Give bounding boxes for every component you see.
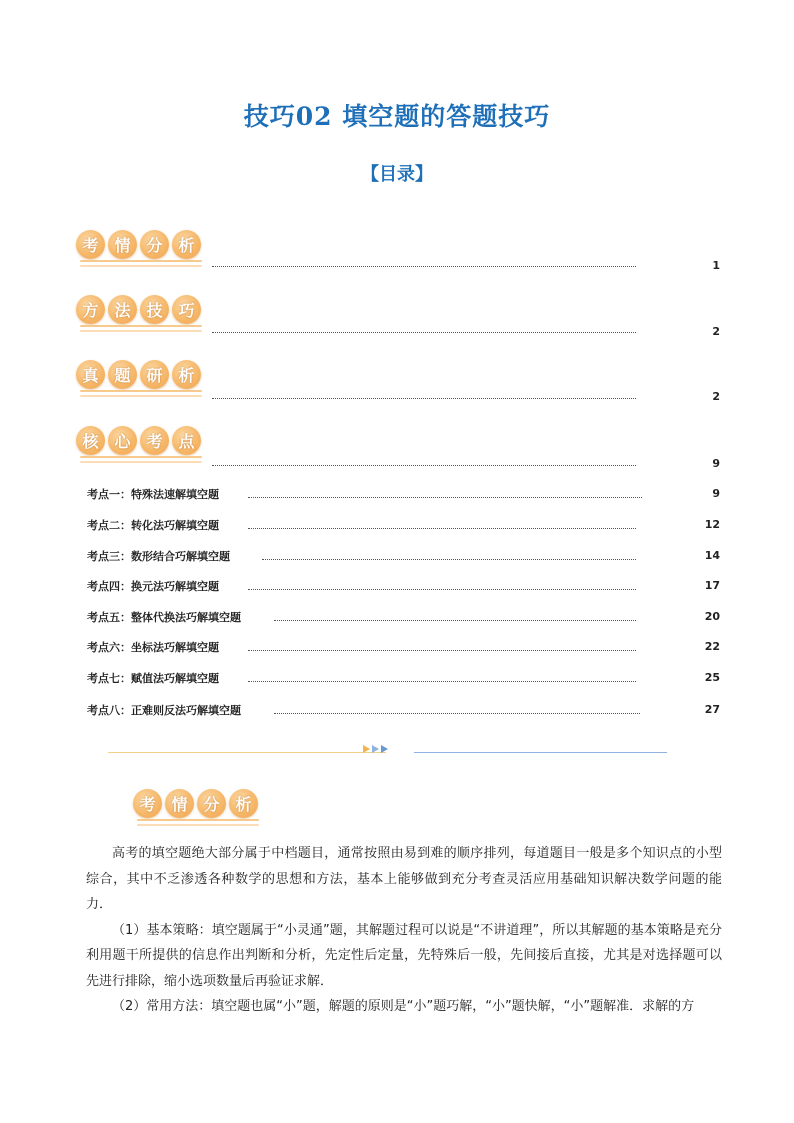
paragraph: （1）基本策略：填空题属于“小灵通”题，其解题过程可以说是“不讲道理”，所以其解题的基本策略是充分利用题干所提供的信息作出判断和分析，先定性后定量，先特殊后一般，先间接后直接，尤其是对选择题可以先进行排除，缩小选项数量后再验证求解． bbox=[86, 922, 722, 989]
badge-char: 题 bbox=[108, 360, 137, 389]
toc-heading: 【目录】 bbox=[361, 164, 433, 185]
toc-subitem-8[interactable]: 考点八：正难则反法巧解填空题 bbox=[87, 704, 241, 717]
document-title: 技巧02 填空题的答题技巧 bbox=[243, 102, 551, 131]
badge-char: 巧 bbox=[172, 295, 201, 324]
toc-page-number[interactable]: 22 bbox=[704, 640, 720, 653]
badge-char: 分 bbox=[197, 789, 226, 818]
toc-subitem-2[interactable]: 考点二：转化法巧解填空题 bbox=[87, 519, 219, 532]
toc-subitem-3[interactable]: 考点三：数形结合巧解填空题 bbox=[87, 550, 230, 563]
badge-char: 析 bbox=[172, 230, 201, 259]
toc-page-number[interactable]: 2 bbox=[712, 325, 720, 338]
toc-page-number[interactable]: 14 bbox=[704, 549, 720, 562]
badge-char: 考 bbox=[140, 426, 169, 455]
divider-arrows-icon bbox=[363, 745, 388, 753]
toc-page-number[interactable]: 12 bbox=[704, 518, 720, 531]
badge-char: 研 bbox=[140, 360, 169, 389]
section-body bbox=[86, 841, 722, 1020]
toc-subitem-5[interactable]: 考点五：整体代换法巧解填空题 bbox=[87, 611, 241, 624]
toc-leader bbox=[274, 620, 636, 621]
badge-char: 法 bbox=[108, 295, 137, 324]
badge-char: 情 bbox=[108, 230, 137, 259]
toc-leader bbox=[212, 398, 636, 399]
divider-gold bbox=[108, 752, 386, 753]
toc-page-number[interactable]: 25 bbox=[704, 671, 720, 684]
badge-char: 分 bbox=[140, 230, 169, 259]
badge-decoration bbox=[80, 260, 202, 268]
toc-leader bbox=[262, 559, 636, 560]
toc-page-number[interactable]: 9 bbox=[712, 487, 720, 500]
toc-subitem-6[interactable]: 考点六：坐标法巧解填空题 bbox=[87, 641, 219, 654]
badge-decoration bbox=[80, 325, 202, 333]
toc-subitem-1[interactable]: 考点一：特殊法速解填空题 bbox=[87, 488, 219, 501]
paragraph: 高考的填空题绝大部分属于中档题目，通常按照由易到难的顺序排列，每道题目一般是多个知识点的小型综合，其中不乏渗透各种数学的思想和方法，基本上能够做到充分考查灵活应用基础知识解决数学问题的能力． bbox=[86, 846, 722, 912]
badge-decoration bbox=[80, 390, 202, 398]
toc-page-number[interactable]: 2 bbox=[712, 390, 720, 403]
paragraph: （2）常用方法：填空题也属“小”题，解题的原则是“小”题巧解，“小”题快解，“小”题解准．求解的方 bbox=[112, 999, 695, 1014]
toc-leader bbox=[248, 497, 642, 498]
toc-leader bbox=[212, 332, 636, 333]
toc-section-badge-1 bbox=[76, 230, 201, 259]
badge-decoration bbox=[80, 456, 202, 464]
toc-leader bbox=[212, 465, 636, 466]
badge-char: 技 bbox=[140, 295, 169, 324]
badge-char: 点 bbox=[172, 426, 201, 455]
badge-char: 析 bbox=[229, 789, 258, 818]
section-badge bbox=[133, 789, 258, 818]
toc-leader bbox=[248, 650, 636, 651]
badge-char: 考 bbox=[133, 789, 162, 818]
toc-page-number[interactable]: 17 bbox=[704, 579, 720, 592]
badge-char: 析 bbox=[172, 360, 201, 389]
toc-page-number[interactable]: 20 bbox=[704, 610, 720, 623]
badge-char: 真 bbox=[76, 360, 105, 389]
toc-leader bbox=[248, 589, 636, 590]
toc-page-number[interactable]: 27 bbox=[704, 703, 720, 716]
toc-leader bbox=[274, 713, 640, 714]
toc-page-number[interactable]: 1 bbox=[712, 259, 720, 272]
divider-blue bbox=[414, 752, 667, 753]
toc-page-number[interactable]: 9 bbox=[712, 457, 720, 470]
toc-subitem-4[interactable]: 考点四：换元法巧解填空题 bbox=[87, 580, 219, 593]
badge-char: 情 bbox=[165, 789, 194, 818]
toc-leader bbox=[248, 528, 636, 529]
badge-char: 方 bbox=[76, 295, 105, 324]
badge-char: 考 bbox=[76, 230, 105, 259]
toc-leader bbox=[248, 681, 636, 682]
badge-decoration bbox=[137, 819, 259, 827]
badge-char: 心 bbox=[108, 426, 137, 455]
toc-section-badge-2 bbox=[76, 295, 201, 324]
toc-subitem-7[interactable]: 考点七：赋值法巧解填空题 bbox=[87, 672, 219, 685]
toc-section-badge-4 bbox=[76, 426, 201, 455]
toc-section-badge-3 bbox=[76, 360, 201, 389]
badge-char: 核 bbox=[76, 426, 105, 455]
toc-leader bbox=[212, 266, 636, 267]
